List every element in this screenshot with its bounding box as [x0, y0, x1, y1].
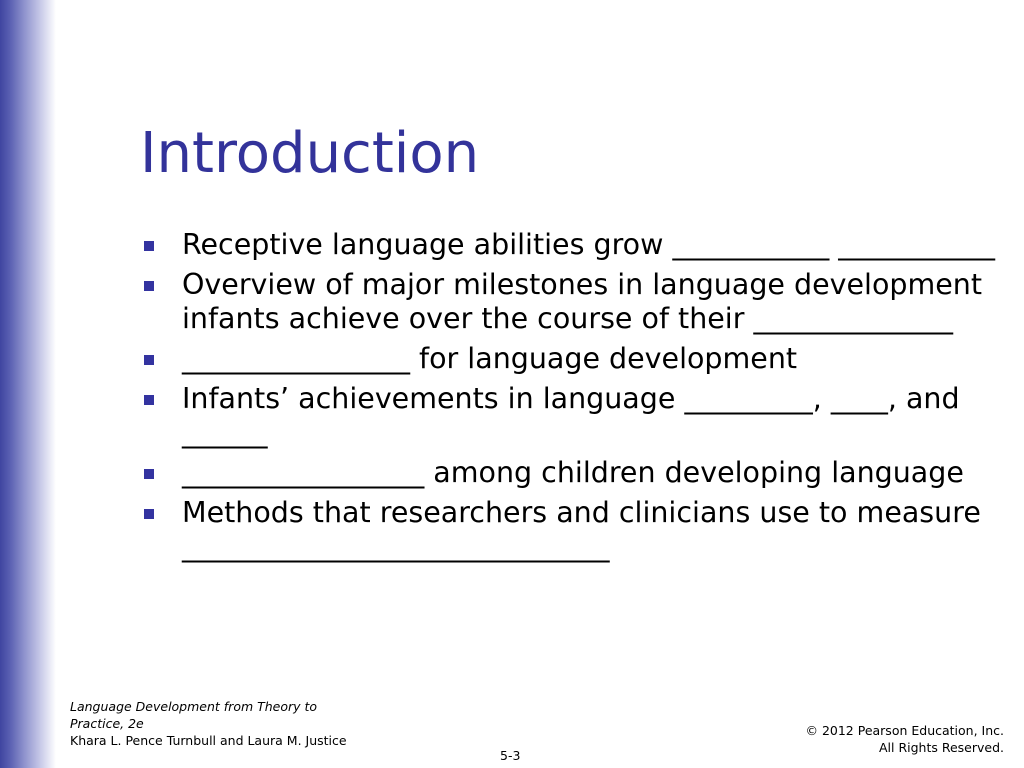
bullet-item [140, 382, 1000, 450]
side-gradient-bar [0, 0, 56, 768]
bullet-list [140, 228, 1000, 570]
square-bullet-icon [144, 469, 154, 479]
bullet-text: Overview of major milestones in language development infants achieve over the course of their ______________ [182, 268, 983, 335]
bullet-item [140, 342, 1000, 376]
footer-copyright [805, 722, 1004, 756]
bullet-text: _________________ among children developing language [182, 456, 964, 489]
square-bullet-icon [144, 355, 154, 365]
bullet-item [140, 496, 1000, 564]
bullet-text: ________________ for language development [182, 342, 798, 375]
footer-citation [70, 698, 360, 749]
book-title: Language Development from Theory to Practice, 2e [70, 699, 318, 731]
page-number: 5-3 [500, 748, 521, 763]
bullet-item [140, 456, 1000, 490]
square-bullet-icon [144, 509, 154, 519]
bullet-item [140, 228, 1000, 262]
copyright-text: © 2012 Pearson Education, Inc. [805, 723, 1004, 738]
book-authors: Khara L. Pence Turnbull and Laura M. Justice [70, 733, 347, 748]
bullet-text: Methods that researchers and clinicians use to measure ______________________________ [182, 496, 981, 563]
bullet-text: Receptive language abilities grow ___________ ___________ [182, 228, 996, 261]
bullet-text: Infants’ achievements in language _________, ____, and ______ [182, 382, 960, 449]
square-bullet-icon [144, 395, 154, 405]
slide-title: Introduction [140, 121, 480, 186]
square-bullet-icon [144, 241, 154, 251]
bullet-item [140, 268, 1000, 336]
square-bullet-icon [144, 281, 154, 291]
rights-text: All Rights Reserved. [878, 740, 1004, 755]
